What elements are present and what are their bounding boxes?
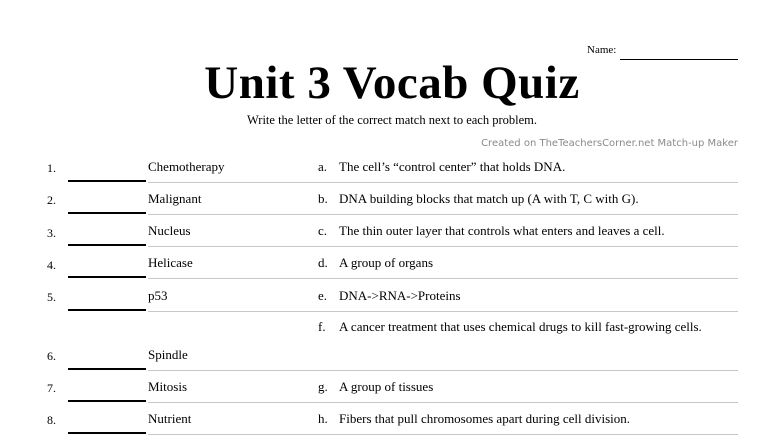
answer-blank[interactable] (68, 276, 146, 278)
definition-text: DNA->RNA->Proteins (339, 288, 461, 303)
definition-text: The thin outer layer that controls what enters and leaves a cell. (339, 223, 665, 238)
definition-letter: f. (318, 319, 326, 334)
page-title: Unit 3 Vocab Quiz (204, 57, 580, 109)
item-number: 4. (47, 258, 56, 272)
definition-text: Fibers that pull chromosomes apart during cell division. (339, 411, 631, 426)
definition-text: The cell’s “control center” that holds DNA. (339, 159, 566, 174)
answer-blank[interactable] (68, 244, 146, 246)
row-divider (148, 214, 738, 215)
definition-letter: a. (318, 159, 328, 174)
definition-letter: d. (318, 255, 328, 270)
definition-letter: b. (318, 191, 328, 206)
item-number: 5. (47, 290, 56, 304)
item-number: 1. (47, 161, 56, 175)
definition-text: A group of tissues (339, 379, 434, 394)
term-label: Chemotherapy (148, 159, 225, 174)
term-label: Nucleus (148, 223, 191, 238)
row-divider (148, 182, 738, 183)
row-divider (148, 370, 738, 371)
instructions: Write the letter of the correct match next to each problem. (247, 113, 537, 127)
row-divider (148, 402, 738, 403)
item-number: 8. (47, 413, 56, 427)
row-divider (148, 278, 738, 279)
item-number: 6. (47, 349, 56, 363)
definition-letter: h. (318, 411, 328, 426)
term-label: Spindle (148, 347, 188, 362)
definition-letter: g. (318, 379, 328, 394)
definition-letter: c. (318, 223, 328, 238)
answer-blank[interactable] (68, 212, 146, 214)
definition-text: DNA building blocks that match up (A with T, C with G). (339, 191, 639, 206)
answer-blank[interactable] (68, 400, 146, 402)
answer-blank[interactable] (68, 309, 146, 311)
answer-blank[interactable] (68, 432, 146, 434)
item-number: 2. (47, 193, 56, 207)
credit-line: Created on TheTeachersCorner.net Match-up Maker (481, 138, 738, 149)
row-divider (148, 434, 738, 435)
answer-blank[interactable] (68, 368, 146, 370)
term-label: Malignant (148, 191, 202, 206)
definition-text: A group of organs (339, 255, 434, 270)
row-divider (148, 311, 738, 312)
term-label: Helicase (148, 255, 193, 270)
answer-blank[interactable] (68, 180, 146, 182)
name-label: Name: (587, 44, 617, 56)
term-label: Mitosis (148, 379, 188, 394)
term-label: p53 (148, 288, 168, 303)
definition-text: A cancer treatment that uses chemical drugs to kill fast-growing cells. (339, 319, 702, 334)
item-number: 3. (47, 226, 56, 240)
definition-letter: e. (318, 288, 328, 303)
term-label: Nutrient (148, 411, 192, 426)
row-divider (148, 246, 738, 247)
item-number: 7. (47, 381, 56, 395)
